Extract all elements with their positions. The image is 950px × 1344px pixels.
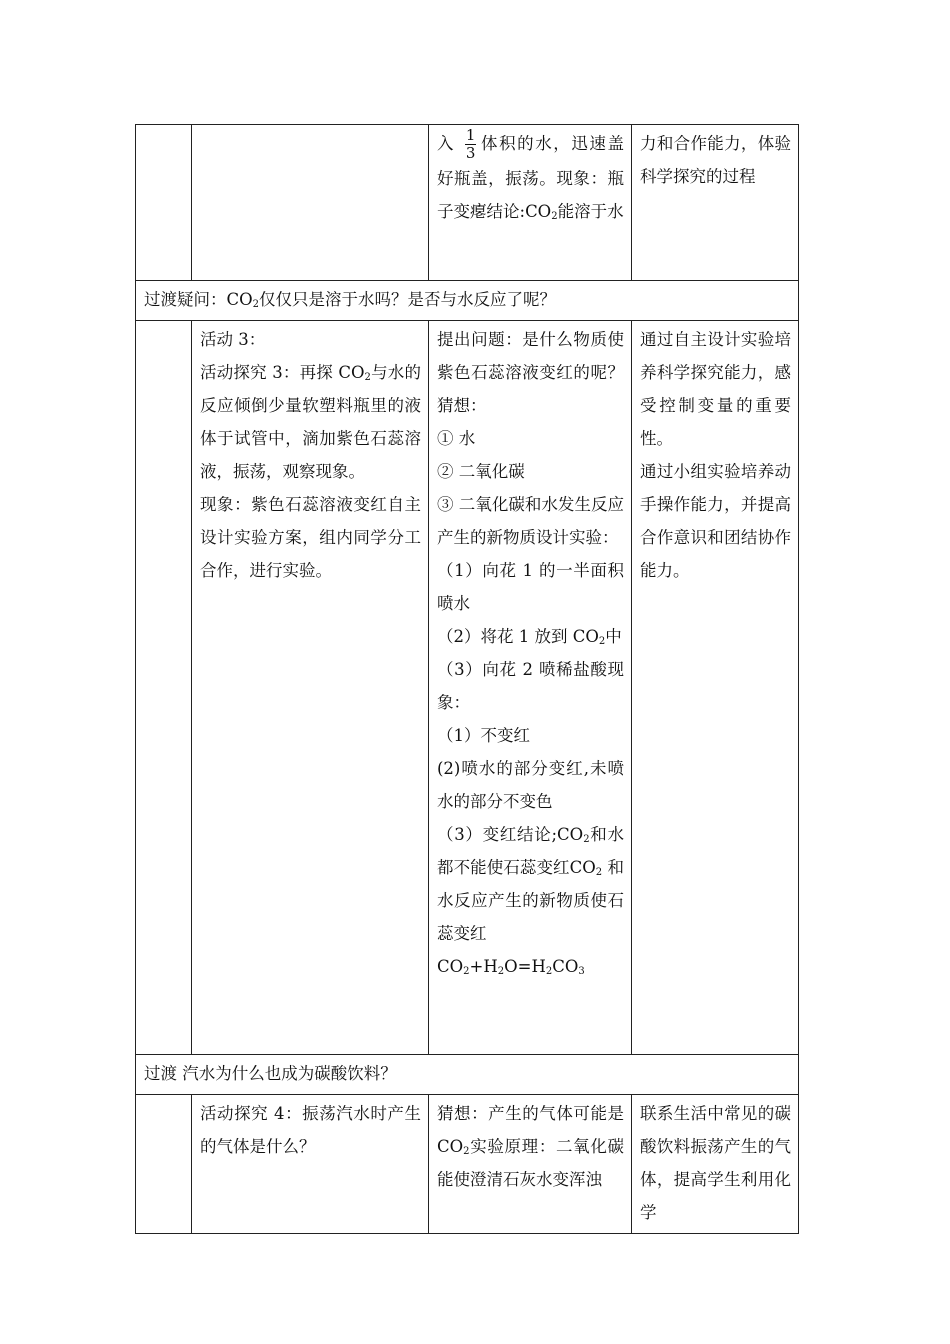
transition-cell [136,281,799,321]
activity-detail-cell [429,125,632,281]
text: 猜想：产生的气体可能是 [437,1104,624,1123]
guess-item: ③ 二氧化碳和水发生反应产生的新物质设计实验： [437,495,624,547]
empty-cell [136,1095,192,1234]
transition-row [136,1055,799,1095]
design-intent-text: 联系生活中常见的碳酸饮料振荡产生的气体，提高学生利用化学 [640,1104,791,1222]
fraction-denominator: 3 [465,144,476,162]
chemical-equation [437,950,624,983]
transition-cell: 过渡 汽水为什么也成为碳酸饮料？ [136,1055,799,1095]
text: 和水反应产生的新物质使石蕊变红 [437,858,624,943]
experiment-step [437,620,624,653]
empty-cell [136,125,192,281]
text: 和水都不能使石蕊变红 [437,825,625,877]
result-item: （1）不变红 [437,726,530,745]
activity-phenomenon: 现象：紫色石蕊溶液变红自主设计实验方案，组内同学分工合作，进行实验。 [200,495,421,580]
empty-cell [192,125,429,281]
formula: CO [569,858,596,877]
text: 体积的水，迅速盖好瓶盖，振荡。 [437,134,624,188]
formula: O=H [504,957,546,976]
text: 与水的反应倾倒少量软塑料瓶里的液体于试管中，滴加紫色石蕊溶液，振荡，观察现象。 [200,363,421,481]
transition-row [136,281,799,321]
text: （2）将花 1 放到 [437,627,573,646]
subscript: 2 [551,211,558,222]
fraction-numerator: 1 [465,126,476,144]
lesson-plan-table [135,124,799,1234]
activity-title: 活动 3： [200,330,266,349]
subscript: 2 [545,966,553,977]
table-row [136,321,799,1055]
formula: CO [338,363,365,382]
subscript: 2 [583,834,590,845]
subscript: 2 [595,867,603,878]
question-text: 提出问题：是什么物质使紫色石蕊溶液变红的呢？猜想： [437,330,624,415]
text: 仅仅只是溶于水吗？是否与水反应了呢？ [259,290,557,309]
subscript: 2 [463,966,470,977]
formula: CO [557,825,584,844]
design-intent-text: 通过小组实验培养动手操作能力，并提高合作意识和团结协作能力。 [640,462,791,580]
design-intent-text: 力和合作能力，体验科学探究的过程 [640,134,791,186]
experiment-cell [429,1095,632,1234]
text: 实验原理：二氧化碳能使澄清石灰水变浑浊 [437,1137,624,1189]
design-intent-text: 通过自主设计实验培养科学探究能力，感受控制变量的重要性。 [640,330,791,448]
design-intent-cell [632,321,799,1055]
experiment-cell [429,321,632,1055]
empty-cell [136,321,192,1055]
text: （3）变红结论; [437,825,558,844]
text: 入 [437,134,462,153]
activity-description [200,356,421,488]
formula: CO [525,202,552,221]
formula: CO [437,1137,464,1156]
student-activity-cell [192,1095,429,1234]
text: 能溶于水 [557,202,624,221]
subscript: 2 [598,636,606,647]
subscript: 2 [497,966,505,977]
student-activity-cell [192,321,429,1055]
subscript: 3 [578,966,585,977]
result-item [437,818,624,950]
guess-item: ① 水 [437,429,476,448]
guess-item: ② 二氧化碳 [437,462,525,481]
formula: CO [552,957,579,976]
text: 过渡疑问： [144,290,227,309]
experiment-step: （1）向花 1 的一半面积喷水 [437,561,624,613]
formula: CO [572,627,599,646]
subscript: 2 [463,1146,470,1157]
experiment-step: （3）向花 2 喷稀盐酸现象： [437,660,624,712]
table-row [136,1095,799,1234]
text: 活动探究 3：再探 [200,363,339,382]
subscript: 2 [252,299,260,310]
formula: +H [469,957,498,976]
result-item: (2)喷水的部分变红,未喷水的部分不变色 [437,759,624,811]
table-row [136,125,799,281]
activity-description: 活动探究 4：振荡汽水时产生的气体是什么？ [200,1104,421,1156]
formula: CO [437,957,464,976]
text: 现象：瓶子变瘪结论: [437,169,625,221]
formula: CO [226,290,253,309]
subscript: 2 [364,372,371,383]
fraction [465,127,477,162]
design-intent-cell [632,1095,799,1234]
text: 中 [605,627,622,646]
design-intent-cell [632,125,799,281]
